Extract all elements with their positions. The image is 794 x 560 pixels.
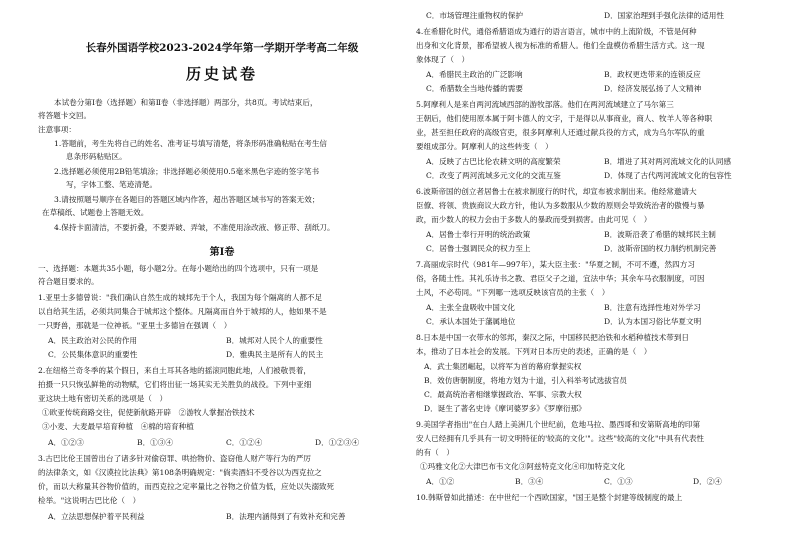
question-4-stem: 4.在希腊化时代，通俗希腊语成为通行的语言语言，城市中的上流阶级，不管是何种 xyxy=(416,27,697,36)
question-2-item: ③小麦、大麦最早培育种植 ④棉的培育种植 xyxy=(42,422,194,431)
option-d[interactable]: D．①②③④ xyxy=(315,438,360,447)
question-6-options xyxy=(426,229,782,240)
note-line: 在草稿纸、试题卷上答题无效。 xyxy=(42,208,149,217)
question-7-stem: 俗，各随土性。其礼乐诗书之教、君臣父子之道，宜法中华；其余车马衣服制度，可因 xyxy=(416,274,705,283)
question-2-item: ①欧亚传统商路交往，促使新航路开辟 ②游牧人掌握冶铁技术 xyxy=(42,408,255,417)
question-4-options xyxy=(426,69,782,80)
question-2-stem: 亚这块土地有密切关系的选项是（ ） xyxy=(38,394,168,403)
option-b[interactable]: B．法理内涵得到了有效补充和完善 xyxy=(226,512,346,521)
question-8-stem: 本，推动了日本社会的发展。下列对日本历史的表述，正确的是（ ） xyxy=(416,347,652,356)
question-1-stem: 1.亚里士多德曾说："我们确认自然生成的城邦先于个人，我国为每个隔离的人都不足 xyxy=(38,293,323,302)
question-4-stem: 出身和文化背景，都希望被人视为标准的希腊人。他们全盘模仿希腊生活方式。这一现 xyxy=(416,41,705,50)
option-d[interactable]: D．②④ xyxy=(693,477,722,486)
option-d[interactable]: D．经济发展弘扬了人文精神 xyxy=(604,84,702,93)
question-9-stem: 安人已经拥有几乎具有一切文明特征的'较高的文化'"。这些"较高的文化"中具有代表性 xyxy=(416,434,705,443)
question-10-stem: 10.韩斯曾如此描述：在中世纪一个西欧国家，"国王是整个封建等级制度的最上 xyxy=(416,493,683,502)
option-a[interactable]: A．民主政治对公民的作用 xyxy=(48,336,138,345)
question-9-stem: 9.美国学者指出"在白人踏上美洲几个世纪前，危地马拉、墨西哥和安第斯高地的印第 xyxy=(416,420,701,429)
option-c[interactable]: C．①②④ xyxy=(226,438,263,447)
option-b[interactable]: B．波斯沿袭了希腊的城邦民主制 xyxy=(604,230,716,239)
question-7-options xyxy=(426,316,782,327)
option-d[interactable]: D．体现了古代两河流域文化的包容性 xyxy=(604,171,732,180)
note-line: 1.答题前，考生先将自己的姓名、准考证号填写清楚，将条形码准确粘贴在考生信 xyxy=(54,139,328,148)
question-9-stem: 的有（ ） xyxy=(416,448,454,457)
option-c[interactable]: C．①③ xyxy=(604,477,633,486)
option-a[interactable]: A．居鲁士奉行开明的统治政策 xyxy=(426,230,531,239)
option-b[interactable]: B．增进了其对两河流域文化的认同感 xyxy=(604,157,732,166)
section-intro: 一、选择题：本题共35小题，每小题2分。在每小题给出的四个选项中，只有一项是 xyxy=(38,264,319,273)
option-a[interactable]: A．①② xyxy=(426,477,455,486)
question-6-stem: 政，而少数人的权力会由于多数人的暴政而受到损害。由此可见（ ） xyxy=(416,215,652,224)
option-a[interactable]: A．立法思想保护着平民利益 xyxy=(48,512,145,521)
question-3-options xyxy=(48,511,404,522)
question-2-stem: 拍摄一只只恢弘鲜艳的动物赋，它们将出征一场其实无关胜负的战役。下列中亚细 xyxy=(38,380,312,389)
option-a[interactable]: A．反映了古巴比伦农耕文明的高度繁荣 xyxy=(426,157,561,166)
question-5-stem: 王朝后，他们使用原本属于阿卡德人的文字，于是得以从事商业，商人、牧羊人等各种职 xyxy=(416,114,713,123)
question-7-stem: 7.高丽成宗时代（981年—997年），某大臣主张："华夏之制，不可不遵，然四方习 xyxy=(416,260,695,269)
section-intro: 符合题目要求的。 xyxy=(38,277,99,286)
option-d[interactable]: D．国家治理到手强化法律的适用性 xyxy=(604,11,724,20)
option-c[interactable]: C．市场管理注重物权的保护 xyxy=(426,11,523,20)
question-5-stem: 业，甚至担任政府的高级官吏，很多阿摩利人还通过献兵役的方式，成为乌尔军队的重 xyxy=(416,128,705,137)
option-c[interactable]: C．公民集体意识的重要性 xyxy=(48,350,138,359)
question-5-stem: 要组成部分。阿摩利人的这些转变（ ） xyxy=(416,142,553,151)
note-line: 3.请按照题号顺序在各题目的答题区域内作答，超出答题区域书写的答案无效； xyxy=(54,195,320,204)
note-line: 息条形码粘贴区。 xyxy=(66,152,127,161)
question-3-options xyxy=(426,10,782,21)
question-1-options xyxy=(48,335,404,346)
subject-title: 历史试卷 xyxy=(185,65,258,83)
note-line: 4.保持卡面清洁，不要折叠，不要弄破、弄皱，不准使用涂改液、修正带、刮纸刀。 xyxy=(54,223,335,232)
question-2-stem: 2.在纽格兰奇冬季的某个假日，来自土耳其各地的摇滚同胞此地，人们被敬畏着， xyxy=(38,366,312,375)
question-4-options xyxy=(426,83,782,94)
option-b[interactable]: B．③④ xyxy=(515,477,544,486)
option-c[interactable]: C．改变了两河流域多元文化的交流互鉴 xyxy=(426,171,561,180)
question-3-stem: 3.古巴比伦王国曾出台了诸多针对偷窃罪、哄抬物价、盗窃他人财产等行为的严厉 xyxy=(38,454,312,463)
option-c[interactable]: C．最高统治者相继掌握政治、军事、宗教大权 xyxy=(424,390,582,399)
option-d[interactable]: D．雅典民主是所有人的民主 xyxy=(226,350,324,359)
question-1-stem: 一只野兽，那就是一位神祇。"亚里士多德旨在强调（ ） xyxy=(38,321,232,330)
question-1-stem: 以自给其生活，必须共同集合于城邦这个整体。凡隔离而自外于城邦的人，他如果不是 xyxy=(38,307,327,316)
option-b[interactable]: B．注意有选择性地对外学习 xyxy=(604,303,701,312)
question-3-stem: 价，而以大称量其谷物价值的，而西克拉之定率量比之谷物之价值为低，应处以失溺致死 xyxy=(38,482,335,491)
option-b[interactable]: B．效仿唐朝制度，将地方划为十道，引入科举考试选拔官员 xyxy=(424,376,628,385)
option-d[interactable]: D．波斯帝国的权力制约机制完善 xyxy=(604,244,717,253)
option-d[interactable]: D．认为本国习俗比华夏文明 xyxy=(604,317,702,326)
option-a[interactable]: A．①②③ xyxy=(48,438,84,447)
question-6-options xyxy=(426,243,782,254)
school-title: 长春外国语学校2023-2024学年第一学期开学考高二年级 xyxy=(85,42,359,54)
question-3-stem: 检举。"这说明古巴比伦（ ） xyxy=(38,496,141,505)
question-7-stem: 土风，不必苟同。"下列哪一选项反映该官员的主张（ ） xyxy=(416,288,610,297)
question-6-stem: 臣僚、将领、贵族商议大政方针，他认为多数服从少数的原则会导致统治者的傲慢与暴 xyxy=(416,201,705,210)
question-5-options xyxy=(426,156,782,167)
question-4-stem: 象体现了（ ） xyxy=(416,55,470,64)
notes-label: 注意事项： xyxy=(38,125,76,134)
question-1-options xyxy=(48,349,404,360)
question-9-options xyxy=(426,476,782,487)
option-c[interactable]: C．承认本国处于藩属地位 xyxy=(426,317,516,326)
option-b[interactable]: B．①③④ xyxy=(137,438,173,447)
section-title: 第Ⅰ卷 xyxy=(209,247,235,258)
question-3-stem: 的法律条文，如《汉谟拉比法典》第108条明确规定："倘卖酒妇不受谷以为西克拉之 xyxy=(38,468,322,477)
option-c[interactable]: C．居鲁士强调民众的权力至上 xyxy=(426,244,531,253)
question-5-options xyxy=(426,170,782,181)
instructions-line: 将答题卡交回。 xyxy=(38,111,92,120)
question-5-stem: 5.阿摩利人是来自两河流域西部的游牧部落。他们在两河流域建立了马尔第三 xyxy=(416,100,674,109)
question-8-stem: 8.日本是中国一衣带水的邻邦，秦汉之际，中国移民把冶铁和水稻种植技术带到日 xyxy=(416,333,690,342)
option-c[interactable]: C．希腊数全当地传播的需要 xyxy=(426,84,523,93)
option-d[interactable]: D．诞生了著名史诗《摩诃婆罗多》《罗摩衍那》 xyxy=(424,404,586,413)
note-line: 写，字体工整、笔迹清楚。 xyxy=(66,180,158,189)
option-b[interactable]: B．城邦对人民个人的重要性 xyxy=(226,336,323,345)
option-a[interactable]: A．希腊民主政治的广泛影响 xyxy=(426,70,523,79)
question-7-options xyxy=(426,302,782,313)
question-9-item: ①玛雅文化②大津巴布韦文化③阿兹特克文化④印加特克文化 xyxy=(420,462,626,471)
question-2-options xyxy=(48,437,404,448)
instructions-line: 本试卷分第Ⅰ卷（选择题）和第Ⅱ卷（非选择题）两部分，共8页。考试结束后， xyxy=(54,98,318,107)
option-a[interactable]: A．主张全盘吸收中国文化 xyxy=(426,303,516,312)
note-line: 2.选择题必须使用2B铅笔填涂；非选择题必须使用0.5毫米黑色字迹的签字笔书 xyxy=(54,167,320,176)
option-b[interactable]: B．政权更迭带来的连锁反应 xyxy=(604,70,701,79)
question-6-stem: 6.波斯帝国的创立者居鲁士在被求制度行的时代，却宣布被求制出来。他经常邀请大 xyxy=(416,187,697,196)
option-a[interactable]: A．武士集团崛起，以将军为首的幕府掌握实权 xyxy=(424,362,582,371)
